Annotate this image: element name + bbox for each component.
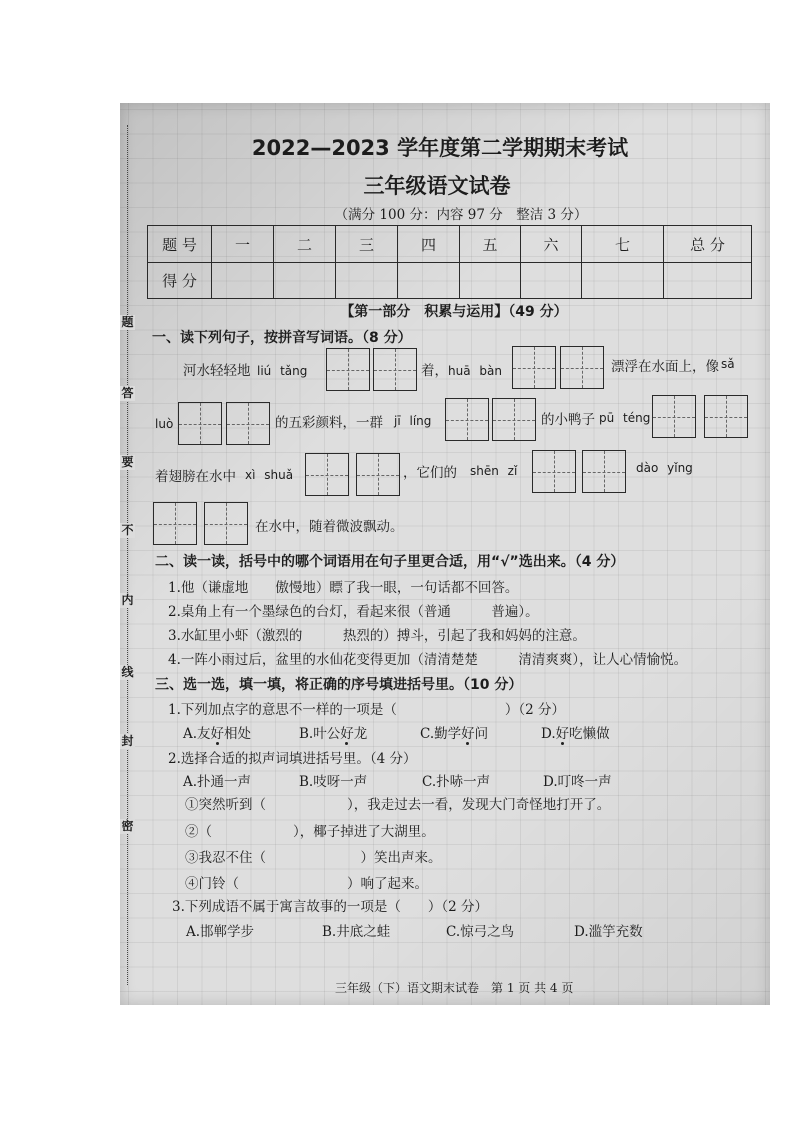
- q1-text: 漂浮在水面上，像: [611, 359, 719, 375]
- option-b: B.井底之蛙: [322, 924, 391, 940]
- option-text: 吃懒做: [569, 726, 610, 742]
- writing-box: [704, 395, 748, 438]
- score-cell: [664, 263, 752, 299]
- writing-box: [560, 346, 604, 389]
- option-b: B.吱呀一声: [299, 774, 368, 790]
- q2-title: 二、读一读，括号中的哪个词语用在句子里更合适，用“√”选出来。（4 分）: [155, 554, 625, 570]
- score-cell: [460, 263, 521, 299]
- pinyin: luò: [155, 417, 174, 431]
- pinyin: shēn zǐ: [470, 464, 518, 478]
- score-note: （满分 100 分：内容 97 分 整洁 3 分）: [334, 207, 588, 223]
- q1-text: 的小鸭子: [541, 412, 595, 428]
- option-text: B.叶公: [299, 726, 341, 742]
- seal-char: 答: [121, 386, 134, 400]
- pinyin: dào yǐng: [636, 461, 693, 475]
- emphasized-char: 好: [210, 726, 225, 742]
- q2-item: 4.一阵小雨过后，盆里的水仙花变得更加（清清楚楚 清清爽爽），让人心情愉悦。: [168, 652, 688, 668]
- writing-box: [582, 450, 626, 493]
- total-label-cell: 总 分: [664, 226, 752, 263]
- q3-title: 三、选一选，填一填，将正确的序号填进括号里。（10 分）: [155, 677, 523, 693]
- option-a: [183, 726, 251, 742]
- seal-dotted-line: [127, 125, 128, 985]
- emphasized-char: 好: [340, 726, 354, 742]
- section-cell: 一: [212, 226, 274, 263]
- q3-1-prompt: 1.下列加点字的意思不一样的一项是（ ）（2 分）: [168, 702, 566, 718]
- writing-box: [512, 346, 556, 389]
- seal-char: 题: [121, 315, 134, 329]
- score-cell: [582, 263, 664, 299]
- option-a: A.邯郸学步: [186, 924, 255, 940]
- writing-box: [492, 398, 536, 441]
- section-cell: 五: [460, 226, 521, 263]
- q1-text: 河水轻轻地: [183, 363, 251, 379]
- option-d: [541, 726, 610, 742]
- q2-item: 2.桌角上有一个墨绿色的台灯，看起来很（普通 普遍）。: [168, 604, 539, 620]
- option-text: C.勤学: [420, 726, 462, 742]
- option-text: D.: [541, 726, 556, 742]
- pinyin: huā bàn: [448, 364, 502, 378]
- q1-text: 在水中，随着微波飘动。: [255, 519, 404, 535]
- q1-text: 着，: [421, 363, 448, 379]
- score-table: [147, 225, 752, 299]
- option-c: [420, 726, 488, 742]
- score-table-score-row: [148, 263, 752, 299]
- score-cell: [274, 263, 336, 299]
- q2-item: 1.他（谦虚地 傲慢地）瞟了我一眼，一句话都不回答。: [168, 580, 519, 596]
- option-text: 相处: [224, 726, 252, 742]
- q1-text: 的五彩颜料，一群: [275, 415, 383, 431]
- option-c: C.惊弓之鸟: [446, 924, 515, 940]
- pinyin: pū téng: [599, 411, 651, 425]
- pinyin: xì shuǎ: [245, 468, 294, 482]
- score-table-header-row: [148, 226, 752, 263]
- emphasized-char: 好: [461, 726, 475, 742]
- fill-blank-item: ③我忍不住（ ）笑出声来。: [185, 850, 442, 866]
- seal-char: 封: [121, 734, 134, 748]
- score-cell: [212, 263, 274, 299]
- pinyin: sǎ: [721, 357, 735, 371]
- option-a: A.扑通一声: [183, 774, 252, 790]
- q3-3-prompt: 3.下列成语不属于寓言故事的一项是（ ）（2 分）: [172, 899, 489, 915]
- fill-blank-item: ②（ ），椰子掉进了大湖里。: [185, 824, 435, 840]
- section-cell: 四: [398, 226, 460, 263]
- section-cell: 六: [521, 226, 582, 263]
- writing-box: [326, 348, 370, 391]
- score-cell: [521, 263, 582, 299]
- seal-char: 密: [121, 819, 134, 833]
- score-cell: [336, 263, 398, 299]
- writing-box: [373, 348, 417, 391]
- q1-title: 一、读下列句子，按拼音写词语。（8 分）: [152, 330, 412, 346]
- seal-char: 线: [121, 665, 134, 679]
- section-cell: 二: [274, 226, 336, 263]
- writing-box: [153, 502, 197, 545]
- fill-blank-item: ④门铃（ ）响了起来。: [185, 876, 428, 892]
- exam-subtitle: 三年级语文试卷: [363, 174, 511, 198]
- writing-box: [445, 398, 489, 441]
- q2-item: 3.水缸里小虾（激烈的 热烈的）搏斗，引起了我和妈妈的注意。: [168, 628, 586, 644]
- exam-title: 2022—2023 学年度第二学期期末考试: [251, 136, 629, 160]
- score-cell: [398, 263, 460, 299]
- writing-box: [532, 450, 576, 493]
- q1-text: ，它们的: [403, 465, 457, 481]
- writing-box: [226, 402, 270, 445]
- option-d: D.叮咚一声: [543, 774, 612, 790]
- pinyin: liú tǎng: [257, 364, 308, 378]
- emphasized-char: 好: [555, 726, 570, 742]
- seal-char: 要: [121, 455, 134, 469]
- writing-box: [305, 453, 349, 496]
- section-cell: 七: [582, 226, 664, 263]
- writing-box: [178, 402, 222, 445]
- writing-box: [652, 395, 696, 438]
- section-cell: 三: [336, 226, 398, 263]
- item-label-cell: 题 号: [148, 226, 212, 263]
- fill-blank-item: ①突然听到（ ），我走过去一看，发现大门奇怪地打开了。: [185, 797, 611, 813]
- score-label-cell: 得 分: [148, 263, 212, 299]
- writing-box: [356, 453, 400, 496]
- option-text: A.友: [183, 726, 211, 742]
- option-text: 问: [474, 726, 489, 742]
- option-d: D.滥竽充数: [574, 924, 643, 940]
- option-text: 龙: [353, 726, 368, 742]
- q1-text: 着翅膀在水中: [155, 469, 236, 485]
- part-one-heading: 【第一部分 积累与运用】（49 分）: [340, 304, 568, 320]
- option-c: C.扑哧一声: [422, 774, 491, 790]
- q3-2-prompt: 2.选择合适的拟声词填进括号里。（4 分）: [168, 751, 417, 767]
- seal-char: 内: [121, 593, 134, 607]
- pinyin: jī líng: [394, 414, 432, 428]
- seal-char: 不: [121, 523, 134, 537]
- option-b: [299, 726, 367, 742]
- writing-box: [204, 502, 248, 545]
- page-footer: 三年级（下）语文期末试卷 第 1 页 共 4 页: [335, 981, 574, 995]
